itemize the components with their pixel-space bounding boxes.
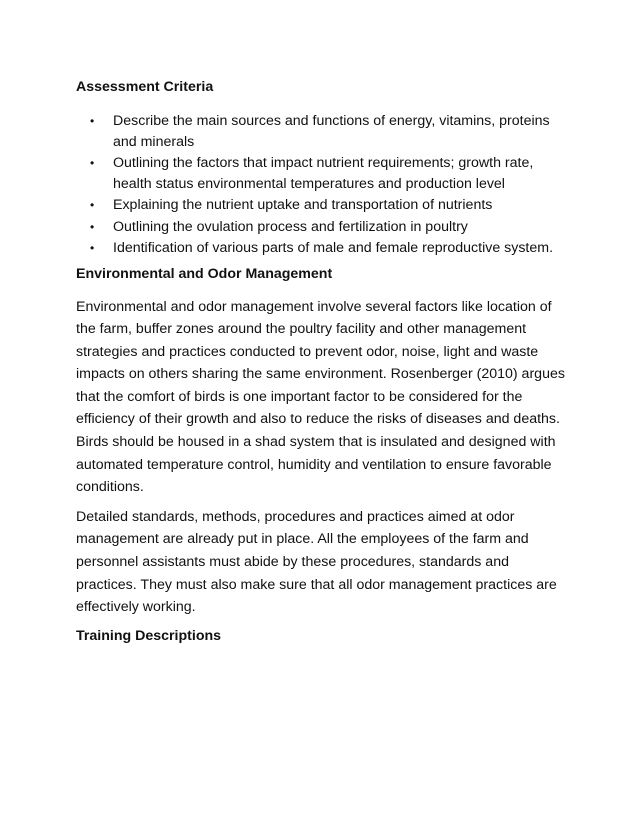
assessment-criteria-list bbox=[76, 111, 568, 259]
document-page bbox=[76, 77, 568, 646]
list-item-text: Identification of various parts of male and female reproductive system. bbox=[113, 240, 554, 256]
bullet-icon: • bbox=[90, 198, 95, 212]
list-item bbox=[76, 217, 568, 238]
list-item-text: Describe the main sources and functions of energy, vitamins, proteins and minerals bbox=[113, 113, 550, 150]
list-item bbox=[76, 111, 568, 152]
environmental-odor-heading: Environmental and Odor Management bbox=[76, 265, 333, 282]
list-item bbox=[76, 195, 568, 216]
bullet-icon: • bbox=[90, 156, 95, 170]
list-item-text: Outlining the ovulation process and fertilization in poultry bbox=[113, 218, 468, 235]
list-item-text: Explaining the nutrient uptake and transportation of nutrients bbox=[113, 197, 493, 213]
list-item bbox=[76, 153, 568, 194]
bullet-icon: • bbox=[90, 241, 95, 255]
list-item bbox=[76, 238, 568, 259]
bullet-icon: • bbox=[90, 114, 95, 128]
body-paragraph: Detailed standards, methods, procedures and practices aimed at odor management are already put in place. All the employees of the farm and personnel assistants must abide by these procedures, standards and practices. They must also make sure that all odor management practices are effectively working. bbox=[76, 508, 557, 616]
list-item-text: Outlining the factors that impact nutrient requirements; growth rate, health status environmental temperatures and production level bbox=[113, 155, 534, 192]
bullet-icon: • bbox=[90, 219, 95, 234]
training-descriptions-heading: Training Descriptions bbox=[76, 627, 222, 644]
assessment-criteria-heading: Assessment Criteria bbox=[76, 79, 214, 95]
body-paragraph: Environmental and odor management involve several factors like location of the farm, buffer zones around the poultry facility and other management strategies and practices conducted to prevent odor, noise, light and waste impacts on others sharing the same environment. Rosenberger (2010) argues that the comfort of birds is one important factor to be considered for the efficiency of their growth and also to reduce the risks of diseases and deaths. Birds should be housed in a shad system that is insulated and designed with automated temperature control, humidity and ventilation to ensure favorable conditions. bbox=[76, 298, 565, 496]
